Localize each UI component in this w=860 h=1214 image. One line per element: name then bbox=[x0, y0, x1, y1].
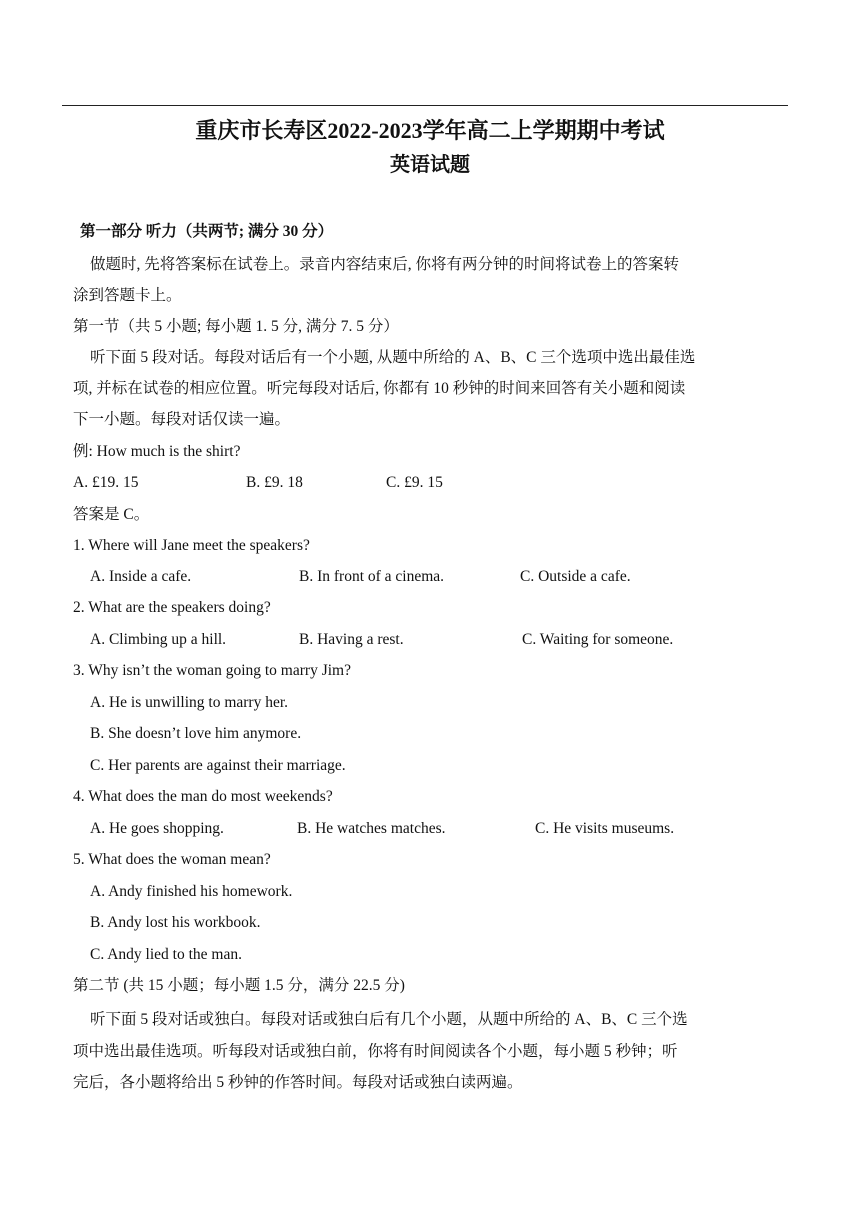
section1-instruction-line: 下一小题。每段对话仅读一遍。 bbox=[73, 411, 291, 428]
example-option-b: B. £9. 18 bbox=[246, 474, 303, 491]
option-c: C. Waiting for someone. bbox=[522, 631, 674, 648]
option-b: B. Having a rest. bbox=[299, 631, 404, 648]
example-option-c: C. £9. 15 bbox=[386, 474, 443, 491]
section2-instruction-line: 完后，各小题将给出 5 秒钟的作答时间。每段对话或独白读两遍。 bbox=[73, 1074, 523, 1091]
option-b: B. He watches matches. bbox=[297, 820, 446, 837]
example-answer: 答案是 C。 bbox=[73, 506, 150, 523]
section2-heading: 第二节 (共 15 小题；每小题 1.5 分，满分 22.5 分) bbox=[73, 977, 405, 994]
option-c: C. Outside a cafe. bbox=[520, 568, 631, 585]
option-a: A. Inside a cafe. bbox=[90, 568, 192, 585]
section2-instruction-line: 项中选出最佳选项。听每段对话或独白前，你将有时间阅读各个小题，每小题 5 秒钟；听 bbox=[73, 1043, 678, 1060]
part1-heading: 第一部分 听力（共两节; 满分 30 分） bbox=[80, 223, 334, 240]
question-stem: 2. What are the speakers doing? bbox=[73, 599, 271, 616]
option-b: B. She doesn’t love him anymore. bbox=[90, 725, 302, 742]
question-stem: 4. What does the man do most weekends? bbox=[73, 788, 333, 805]
section1-instruction-line: 项, 并标在试卷的相应位置。听完每段对话后, 你都有 10 秒钟的时间来回答有关小题和阅读 bbox=[73, 380, 686, 397]
example-option-a: A. £19. 15 bbox=[73, 474, 139, 491]
section1-heading: 第一节（共 5 小题; 每小题 1. 5 分, 满分 7. 5 分） bbox=[73, 318, 399, 335]
option-a: A. Climbing up a hill. bbox=[90, 631, 227, 648]
question-stem: 5. What does the woman mean? bbox=[73, 851, 271, 868]
intro-line: 做题时, 先将答案标在试卷上。录音内容结束后, 你将有两分钟的时间将试卷上的答案转 bbox=[90, 256, 680, 273]
question-stem: 3. Why isn’t the woman going to marry Jim? bbox=[73, 662, 351, 679]
example-question: 例: How much is the shirt? bbox=[73, 443, 241, 460]
option-a: A. He goes shopping. bbox=[90, 820, 224, 837]
option-c: C. Her parents are against their marriage. bbox=[90, 757, 346, 774]
option-a: A. He is unwilling to marry her. bbox=[90, 694, 289, 711]
option-b: B. In front of a cinema. bbox=[299, 568, 445, 585]
document-title: 重庆市长寿区2022-2023学年高二上学期期中考试 bbox=[195, 118, 665, 143]
option-b: B. Andy lost his workbook. bbox=[90, 914, 261, 931]
option-c: C. Andy lied to the man. bbox=[90, 946, 242, 963]
question-stem: 1. Where will Jane meet the speakers? bbox=[73, 537, 310, 554]
option-c: C. He visits museums. bbox=[535, 820, 675, 837]
section2-instruction-line: 听下面 5 段对话或独白。每段对话或独白后有几个小题，从题中所给的 A、B、C 三个选 bbox=[90, 1011, 688, 1028]
header-rule bbox=[62, 105, 788, 106]
option-a: A. Andy finished his homework. bbox=[90, 883, 293, 900]
intro-line: 涂到答题卡上。 bbox=[73, 287, 182, 304]
section1-instruction-line: 听下面 5 段对话。每段对话后有一个小题, 从题中所给的 A、B、C 三个选项中选出最佳选 bbox=[90, 349, 696, 366]
document-subtitle: 英语试题 bbox=[390, 154, 470, 176]
